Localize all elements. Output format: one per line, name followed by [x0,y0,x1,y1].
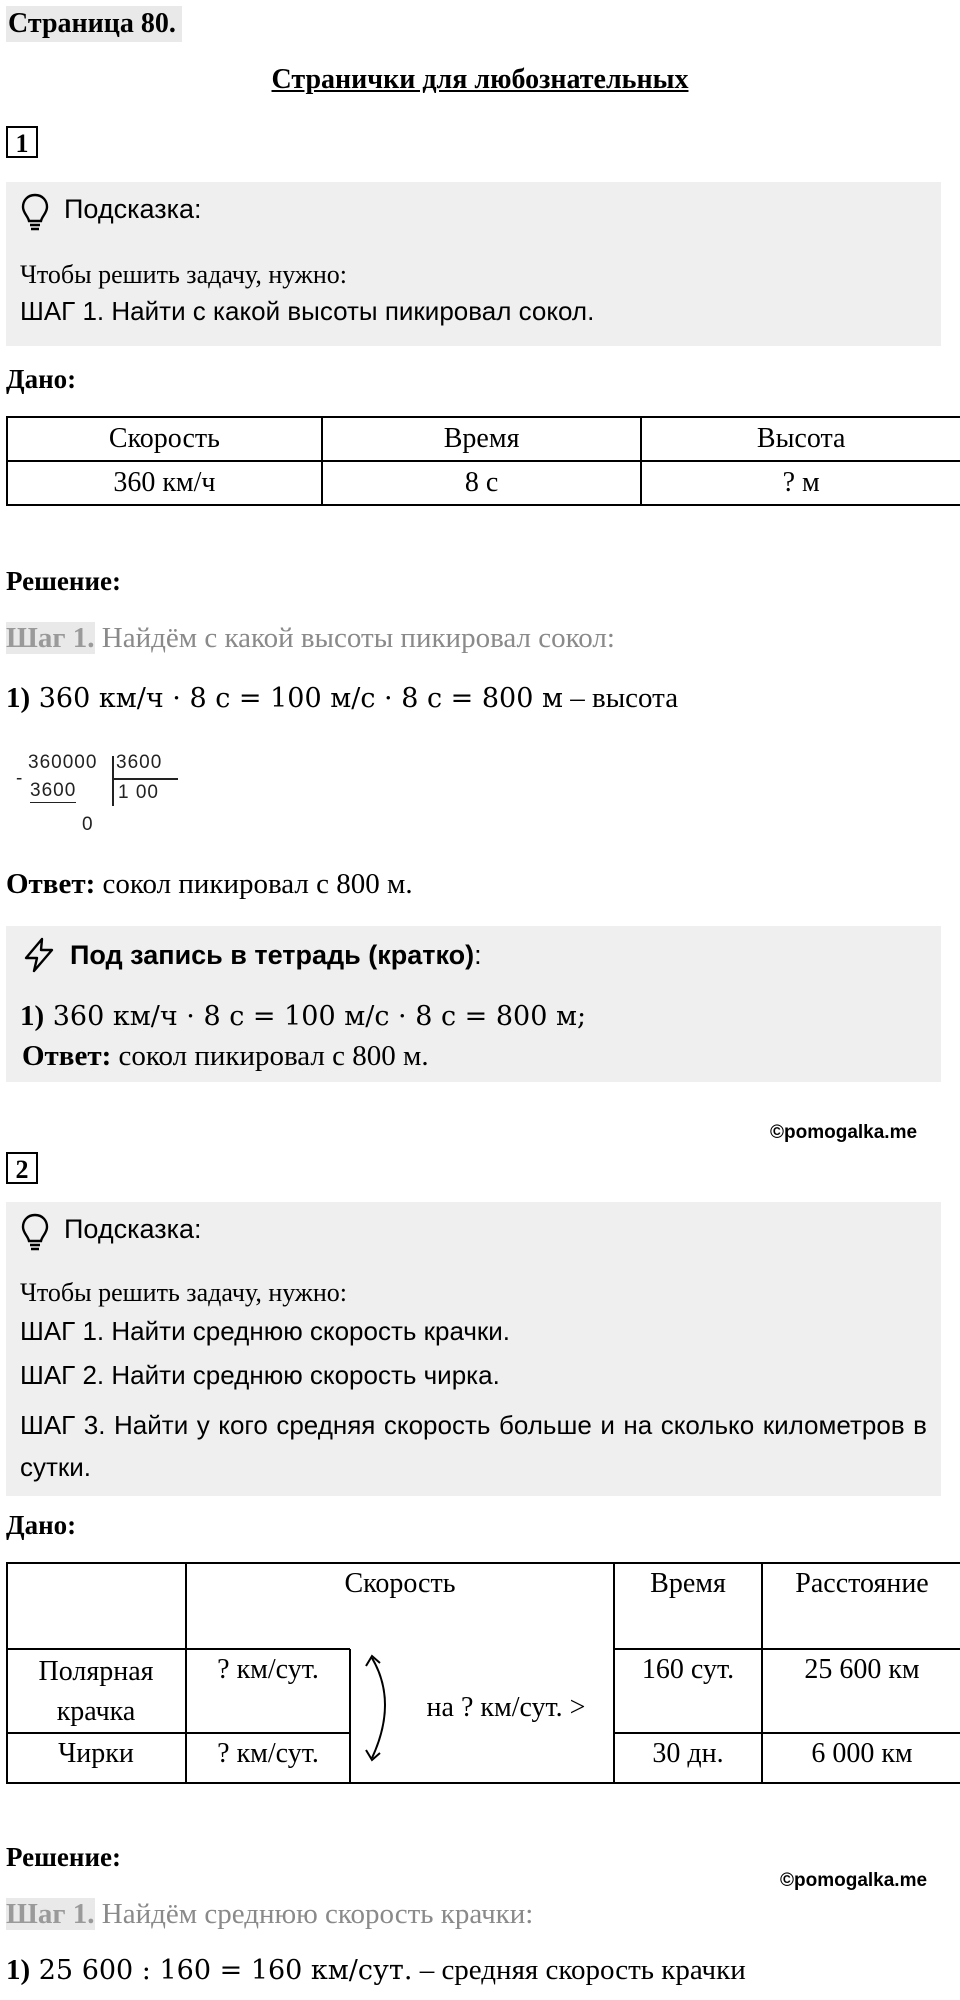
answer-1 [6,868,413,901]
solution-label-2: Решение: [6,1842,121,1872]
notebook-answer-label: Ответ: [22,1040,112,1072]
hint-intro: Чтобы решить задачу, нужно: [20,1278,347,1307]
hint-step-1 [20,296,927,327]
division-remainder: 0 [82,814,94,835]
section-title-text: Странички для любознательных [271,64,689,95]
hint-step-text: Найти среднюю скорость крачки. [104,1316,511,1346]
row-time: 160 сут. [641,1654,735,1685]
given-table-2 [6,1562,960,1784]
row-name: Полярная крачка [38,1656,154,1727]
compare-text: на ? км/сут. > [426,1692,586,1723]
hint-step-label: ШАГ 1. [20,296,105,326]
hint-intro: Чтобы решить задачу, нужно: [20,260,347,289]
table-header: Высота [641,417,960,461]
step1-line-2 [6,1898,533,1931]
calc-line-2 [6,1954,746,1987]
hint-title: Подсказка: [64,1214,202,1244]
row-speed: ? км/сут. [217,1738,319,1769]
notebook-answer-text: сокол пикировал с 800 м. [111,1040,429,1072]
table-header: Скорость [344,1568,456,1599]
hint-step-text: Найти с какой высоты пикировал сокол. [104,296,595,326]
step-badge: Шаг 1. [6,1898,95,1930]
given-table-1 [6,416,960,506]
row-distance: 6 000 км [811,1738,913,1769]
table-header: Время [322,417,642,461]
lightbulb-icon [20,192,50,234]
hint-step-label: ШАГ 1. [20,1316,105,1346]
division-divisor: 3600 [116,752,163,773]
division-subtrahend: 3600 [30,780,77,801]
hint-step-text: Найти у кого средняя скорость больше и на сколько километров в сутки. [20,1410,927,1482]
watermark: ©pomogalka.me [780,1870,928,1891]
division-hline [112,778,178,780]
step-badge: Шаг 1. [6,622,95,654]
row-speed: ? км/сут. [217,1654,319,1685]
step-text: Найдём среднюю скорость крачки: [94,1898,534,1930]
task-number-2: 2 [6,1152,38,1184]
given-label-1: Дано: [6,364,77,394]
notebook-colon: : [474,940,482,970]
notebook-title: Под запись в тетрадь (кратко) [70,940,475,970]
row-name: Чирки [58,1738,134,1769]
given-label-2: Дано: [6,1510,77,1540]
hint-box-1 [6,182,941,346]
division-vline [112,756,114,806]
notebook-answer [22,1040,429,1073]
table-header: Расстояние [795,1568,929,1599]
answer-text: сокол пикировал с 800 м. [95,868,413,900]
table-header: Время [650,1568,726,1599]
table-cell: ? м [641,461,960,505]
lightbulb-icon [20,1212,50,1254]
minus-sign: - [16,768,24,789]
hint-step-label: ШАГ 2. [20,1360,105,1390]
calc-number: 1) [6,1954,31,1986]
hint-step-1 [20,1316,927,1347]
hint-step-text: Найти среднюю скорость чирка. [104,1360,500,1390]
calc-line-1 [6,682,678,715]
hint-step-label: ШАГ 3. [20,1410,106,1440]
notebook-box [6,926,941,1082]
table-cell: 8 с [322,461,642,505]
watermark: ©pomogalka.me [770,1122,918,1143]
calc-expression: 360 км/ч · 8 с = 100 м/с · 8 с = 800 м [30,683,563,714]
row-distance: 25 600 км [804,1654,920,1685]
row-time: 30 дн. [652,1738,724,1769]
table-cell: 360 км/ч [7,461,322,505]
notebook-line-number: 1) [20,1000,45,1032]
lightning-icon [20,936,58,974]
notebook-line-1 [20,1000,586,1033]
calc-expression: 25 600 : 160 = 160 км/сут. [30,1955,413,1986]
page-title: Страница 80. [6,6,182,42]
answer-label: Ответ: [6,868,96,900]
division-quotient: 1 00 [118,782,159,803]
hint-box-2 [6,1202,941,1496]
calc-tail: – средняя скорость крачки [412,1954,746,1986]
division-dividend: 360000 [28,752,98,773]
long-division [16,752,186,842]
step1-line [6,622,615,655]
notebook-title-line [70,940,482,971]
notebook-line-text: 360 км/ч · 8 с = 100 м/с · 8 с = 800 м; [44,1001,587,1032]
calc-tail: – высота [563,682,679,714]
hint-step-2 [20,1360,927,1391]
hint-step-3 [20,1404,927,1488]
hint-title: Подсказка: [64,194,202,224]
step-text: Найдём с какой высоты пикировал сокол: [94,622,615,654]
task-number-1: 1 [6,126,38,158]
calc-number: 1) [6,682,31,714]
table-header: Скорость [7,417,322,461]
section-title [0,64,960,96]
solution-label-1: Решение: [6,566,121,596]
